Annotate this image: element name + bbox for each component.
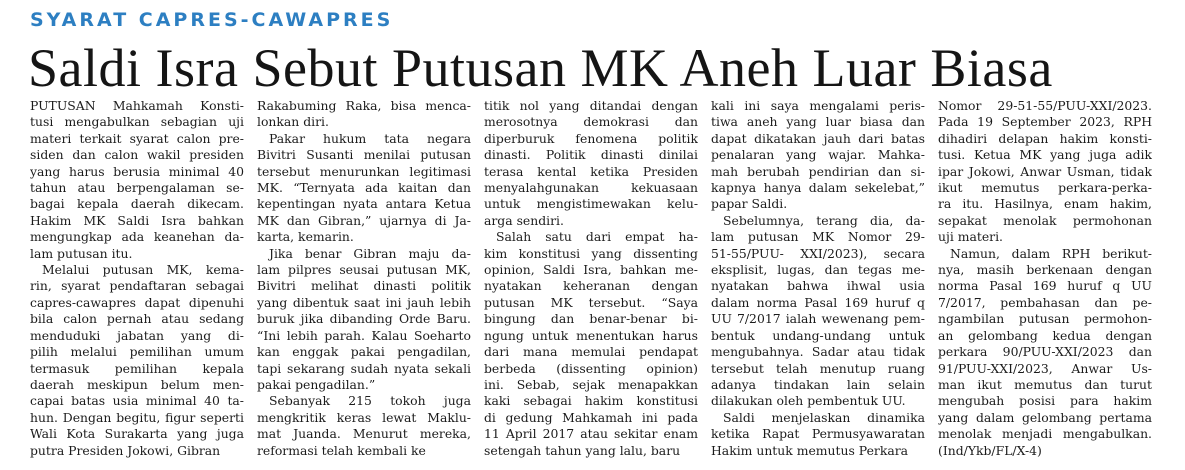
article-line: capai batas usia minimal 40 ta- <box>30 393 244 409</box>
article-line: diperburuk fenomena politik <box>484 130 698 146</box>
article-line: tapi sekarang sudah nyata sekali <box>257 360 471 376</box>
article-column-2 <box>257 98 471 470</box>
article-line: bentuk undang-undang untuk <box>711 327 925 343</box>
article-line: mengungkap ada keanehan da- <box>30 229 244 245</box>
article-line: kapnya hanya dalam sekelebat,” <box>711 180 925 196</box>
article-line: kepentingan nyata antara Ketua <box>257 196 471 212</box>
article-line: Saldi menjelaskan dinamika <box>723 409 925 425</box>
article-line: bila calon pernah atau sedang <box>30 311 244 327</box>
article-column-5 <box>938 98 1152 470</box>
article-line: putra Presiden Jokowi, Gibran <box>30 442 221 458</box>
article-line: hun. Dengan begitu, figur seperti <box>30 409 244 425</box>
article-line: tersebut telah menutup ruang <box>711 360 925 376</box>
article-line: Pada 19 September 2023, RPH <box>938 114 1152 130</box>
article-line: dihadiri delapan hakim konsti- <box>938 130 1152 146</box>
article-line: Hakim untuk memutus Perkara <box>711 442 909 458</box>
article-line: dari mana memulai pendapat <box>484 344 698 360</box>
article-line: MK. “Ternyata ada kaitan dan <box>257 180 471 196</box>
article-line: ketika Rapat Permusyawaratan <box>711 426 925 442</box>
article-line: materi terkait syarat calon pre- <box>30 130 244 146</box>
article-line: kaki sebagai hakim konstitusi <box>484 393 698 409</box>
article-paragraph <box>711 410 925 459</box>
article-line: Sebanyak 215 tokoh juga <box>269 393 471 409</box>
article-column-4 <box>711 98 925 470</box>
article-line: Bivitri melihat dinasti politik <box>257 278 471 294</box>
article-paragraph <box>30 98 244 262</box>
article-line: papar Saldi. <box>711 196 788 212</box>
article-line: nya, masih berkenaan dengan <box>938 262 1152 278</box>
article-line: tusi. Ketua MK yang juga adik <box>938 147 1152 163</box>
article-paragraph <box>257 393 471 459</box>
article-line: dinasti. Politik dinasti dinilai <box>484 147 698 163</box>
article-line: untuk mengistimewakan kelu- <box>484 196 698 212</box>
article-line: norma Pasal 169 huruf q UU <box>938 278 1152 294</box>
article-line: lam putusan itu. <box>30 245 133 261</box>
article-line: uji materi. <box>938 229 1003 245</box>
article-line: Pakar hukum tata negara <box>269 130 471 146</box>
article-line: mengubahnya. Sadar atau tidak <box>711 344 925 360</box>
article-line: man ikut memutus dan turut <box>938 376 1152 392</box>
article-line: tersebut menurunkan legitimasi <box>257 163 471 179</box>
article-line: ngung untuk menentukan harus <box>484 327 698 343</box>
article-line: arga sendiri. <box>484 212 564 228</box>
article-line: ini. Sebab, sejak menapakkan <box>484 376 698 392</box>
article-line: capres-cawapres dapat dipenuhi <box>30 294 244 310</box>
article-paragraph <box>30 262 244 459</box>
article-line: opinion, Saldi Isra, bahkan me- <box>484 262 698 278</box>
article-line: menolak menjadi mengabulkan. <box>938 426 1152 442</box>
article-line: MK dan Gibran,” ujarnya di Ja- <box>257 212 471 228</box>
article-line: dalam norma Pasal 169 huruf q <box>711 294 925 310</box>
article-paragraph <box>711 213 925 410</box>
article-line: termasuk pemilihan kepala <box>30 360 244 376</box>
article-line: titik nol yang ditandai dengan <box>484 98 698 113</box>
article-line: penalaran yang wajar. Mahka- <box>711 147 925 163</box>
article-line: an gelombang kedua dengan <box>938 327 1152 343</box>
article-line: Bivitri Susanti menilai putusan <box>257 147 471 163</box>
article-line: lam pilpres seusai putusan MK, <box>257 262 471 278</box>
article-line: 11 April 2017 atau sekitar enam <box>484 426 698 442</box>
article-line: lam putusan MK Nomor 29- <box>711 229 925 245</box>
article-line: Jika benar Gibran maju da- <box>269 245 471 261</box>
article-line: Hakim MK Saldi Isra bahkan <box>30 212 244 228</box>
article-line: tiwa aneh yang luar biasa dan <box>711 114 925 130</box>
article-column-3 <box>484 98 698 470</box>
article-paragraph <box>711 98 925 213</box>
article-line: perkara 90/PUU-XXI/2023 dan <box>938 344 1152 360</box>
headline: Saldi Isra Sebut Putusan MK Aneh Luar Biasa <box>28 38 1053 98</box>
article-paragraph <box>484 229 698 459</box>
article-paragraph <box>257 131 471 246</box>
article-line: Nomor 29-51-55/PUU-XXI/2023. <box>938 98 1152 113</box>
article-line: yang harus berusia minimal 40 <box>30 163 244 179</box>
article-line: dapat dikatakan jauh dari batas <box>711 130 925 146</box>
article-line: lonkan diri. <box>257 114 329 130</box>
article-column-1 <box>30 98 244 470</box>
article-line: di gedung Mahkamah ini pada <box>484 409 698 425</box>
article-line: dilakukan oleh pembentuk UU. <box>711 393 906 409</box>
article-line: setengah tahun yang lalu, baru <box>484 442 681 458</box>
article-line: mat Juanda. Menurut mereka, <box>257 426 471 442</box>
article-paragraph <box>257 246 471 394</box>
article-line: ikut memutus perkara-perka- <box>938 180 1152 196</box>
article-line: nyatakan bahwa ihwal usia <box>711 278 925 294</box>
section-kicker: SYARAT CAPRES-CAWAPRES <box>30 9 394 31</box>
article-line: menduduki jabatan yang di- <box>30 327 244 343</box>
article-line: 51-55/PUU- XXI/2023), secara <box>711 245 925 261</box>
article-line: mengubah posisi para hakim <box>938 393 1152 409</box>
article-line: Namun, dalam RPH berikut- <box>950 245 1152 261</box>
article-line: yang dibentuk saat ini jauh lebih <box>257 294 471 310</box>
article-line: putusan MK tersebut. “Saya <box>484 294 698 310</box>
article-line: Sebelumnya, terang dia, da- <box>723 212 925 228</box>
article-line: buruk jika dibanding Orde Baru. <box>257 311 471 327</box>
article-line: yang dalam gelombang pertama <box>938 409 1152 425</box>
article-line: siden dan calon wakil presiden <box>30 147 244 163</box>
article-line: Melalui putusan MK, kema- <box>42 262 244 278</box>
article-line: Rakabuming Raka, bisa menca- <box>257 98 471 113</box>
article-line: ra itu. Hasilnya, enam hakim, <box>938 196 1152 212</box>
article-line: menyalahgunakan kekuasaan <box>484 180 698 196</box>
article-line: merosotnya demokrasi dan <box>484 114 698 130</box>
article-line: “Ini lebih parah. Kalau Soeharto <box>257 327 471 343</box>
article-line: Salah satu dari empat ha- <box>496 229 698 245</box>
article-line: bingung dan benar-benar bi- <box>484 311 698 327</box>
article-line: 91/PUU-XXI/2023, Anwar Us- <box>938 360 1152 376</box>
article-line: UU 7/2017 ialah wewenang pem- <box>711 311 925 327</box>
article-line: kali ini saya mengalami peris- <box>711 98 925 113</box>
article-line: ipar Jokowi, Anwar Usman, tidak <box>938 163 1152 179</box>
article-paragraph <box>484 98 698 229</box>
article-paragraph <box>938 98 1152 246</box>
article-line: karta, kemarin. <box>257 229 354 245</box>
article-line: berbeda (dissenting opinion) <box>484 360 698 376</box>
article-line: reformasi telah kembali ke <box>257 442 426 458</box>
article-line: nyatakan keheranan dengan <box>484 278 698 294</box>
article-line: tusi mengabulkan sebagian uji <box>30 114 244 130</box>
article-line: daerah meskipun belum men- <box>30 376 244 392</box>
article-line: bagai kepala daerah dikecam. <box>30 196 244 212</box>
article-paragraph <box>257 98 471 131</box>
article-line: pilih melalui pemilihan umum <box>30 344 244 360</box>
article-line: rin, syarat pendaftaran sebagai <box>30 278 244 294</box>
article-line: ngambilan putusan permohon- <box>938 311 1152 327</box>
article-line: kan enggak pakai pengadilan, <box>257 344 471 360</box>
article-line: pakai pengadilan.” <box>257 376 376 392</box>
article-line: mah berubah pendirian dan si- <box>711 163 925 179</box>
article-line: kim konstitusi yang dissenting <box>484 245 698 261</box>
article-paragraph <box>938 246 1152 459</box>
article-line: eksplisit, lugas, dan tegas me- <box>711 262 925 278</box>
article-line: 7/2017, pembahasan dan pe- <box>938 294 1152 310</box>
article-line: PUTUSAN Mahkamah Konsti- <box>30 98 244 113</box>
article-line: mengkritik keras lewat Maklu- <box>257 409 471 425</box>
article-line: sepakat menolak permohonan <box>938 212 1152 228</box>
article-line: (Ind/Ykb/FL/X-4) <box>938 442 1042 458</box>
article-line: adanya tindakan lain selain <box>711 376 925 392</box>
article-line: Wali Kota Surakarta yang juga <box>30 426 244 442</box>
article-line: terasa kental ketika Presiden <box>484 163 698 179</box>
article-line: tahun atau berpengalaman se- <box>30 180 244 196</box>
